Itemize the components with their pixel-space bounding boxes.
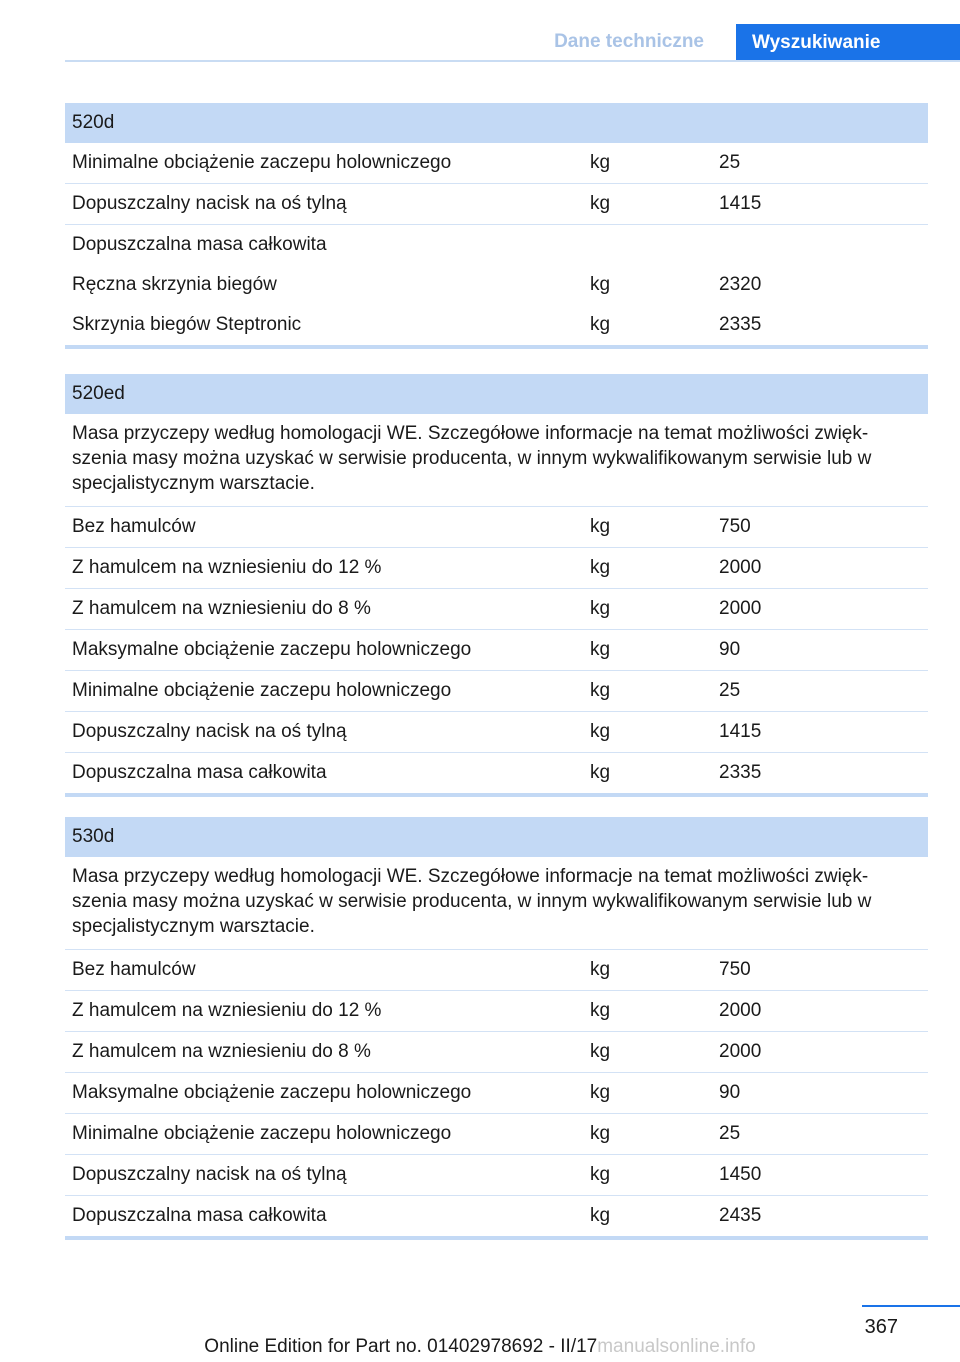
row-value: 2320 — [719, 274, 762, 295]
table-footer-bar — [65, 345, 928, 349]
row-value: 1415 — [719, 193, 762, 214]
table-title: 530d — [65, 817, 928, 857]
row-unit: kg — [590, 1041, 611, 1062]
row-label: Z hamulcem na wzniesieniu do 12 % — [72, 1000, 382, 1021]
row-value: 2335 — [719, 314, 762, 335]
edition-text: Online Edition for Part no. 01402978692 - II/17 — [204, 1336, 598, 1357]
table-footer-bar — [65, 793, 928, 797]
tab-dane-techniczne[interactable]: Dane techniczne — [554, 31, 704, 52]
row-unit: kg — [590, 1123, 611, 1144]
row-unit: kg — [590, 1164, 611, 1185]
row-label: Minimalne obciążenie zaczepu holowniczego — [72, 1123, 452, 1144]
row-value: 1450 — [719, 1164, 762, 1185]
row-unit: kg — [590, 721, 611, 742]
row-value: 2435 — [719, 1205, 762, 1226]
table-row — [65, 630, 928, 671]
table-row — [65, 991, 928, 1032]
tab-wyszukiwanie[interactable]: Wyszukiwanie — [736, 24, 960, 62]
table-title: 520d — [65, 103, 928, 143]
row-value: 750 — [719, 959, 751, 980]
table-title: 520ed — [65, 374, 928, 414]
row-unit: kg — [590, 680, 611, 701]
row-value: 25 — [719, 1123, 741, 1144]
table-row — [65, 225, 928, 265]
table-note: Masa przyczepy według homologacji WE. Szczegółowe informacje na temat możliwości zwiększenia masy można uzyskać w serwisie producenta, w innym wykwalifikowanym serwisie lub w specjalistycznym warsztacie. — [65, 414, 928, 507]
row-value: 2000 — [719, 1000, 762, 1021]
row-unit: kg — [590, 959, 611, 980]
table-row — [65, 507, 928, 548]
row-value: 2000 — [719, 1041, 762, 1062]
row-label: Bez hamulców — [72, 516, 196, 537]
row-value: 25 — [719, 680, 741, 701]
table-row — [65, 1196, 928, 1236]
row-value: 90 — [719, 639, 741, 660]
spec-table-520d — [65, 103, 928, 349]
row-label: Minimalne obciążenie zaczepu holowniczego — [72, 680, 452, 701]
row-label: Minimalne obciążenie zaczepu holowniczego — [72, 152, 452, 173]
table-row — [65, 548, 928, 589]
row-unit: kg — [590, 1000, 611, 1021]
row-unit: kg — [590, 762, 611, 783]
table-row — [65, 1155, 928, 1196]
table-row — [65, 305, 928, 345]
row-label: Dopuszczalny nacisk na oś tylną — [72, 721, 347, 742]
row-label: Dopuszczalna masa całkowita — [72, 234, 327, 255]
row-label: Dopuszczalny nacisk na oś tylną — [72, 193, 347, 214]
table-row — [65, 1032, 928, 1073]
row-unit: kg — [590, 1082, 611, 1103]
table-row — [65, 589, 928, 630]
row-unit: kg — [590, 314, 611, 335]
row-unit: kg — [590, 1205, 611, 1226]
row-label: Z hamulcem na wzniesieniu do 12 % — [72, 557, 382, 578]
table-row — [65, 265, 928, 305]
table-row — [65, 143, 928, 184]
spec-table-520ed — [65, 374, 928, 797]
row-label: Dopuszczalny nacisk na oś tylną — [72, 1164, 347, 1185]
row-value: 2335 — [719, 762, 762, 783]
row-value: 750 — [719, 516, 751, 537]
row-unit: kg — [590, 193, 611, 214]
row-label: Ręczna skrzynia biegów — [72, 274, 277, 295]
row-label: Z hamulcem na wzniesieniu do 8 % — [72, 1041, 371, 1062]
page-number-rule — [862, 1305, 960, 1307]
row-unit: kg — [590, 557, 611, 578]
row-value: 90 — [719, 1082, 741, 1103]
row-value: 1415 — [719, 721, 762, 742]
header-divider — [65, 60, 960, 62]
edition-footer — [0, 1336, 960, 1358]
table-row — [65, 712, 928, 753]
watermark-text: manualsonline.info — [597, 1336, 756, 1357]
row-value: 2000 — [719, 598, 762, 619]
spec-table-530d — [65, 817, 928, 1240]
row-label: Dopuszczalna masa całkowita — [72, 762, 327, 783]
row-label: Bez hamulców — [72, 959, 196, 980]
row-label: Z hamulcem na wzniesieniu do 8 % — [72, 598, 371, 619]
table-row — [65, 671, 928, 712]
table-row — [65, 184, 928, 225]
page-number: 367 — [864, 1316, 898, 1338]
row-unit: kg — [590, 152, 611, 173]
row-unit: kg — [590, 598, 611, 619]
row-label: Dopuszczalna masa całkowita — [72, 1205, 327, 1226]
row-value: 25 — [719, 152, 741, 173]
table-note: Masa przyczepy według homologacji WE. Szczegółowe informacje na temat możliwości zwiększenia masy można uzyskać w serwisie producenta, w innym wykwalifikowanym serwisie lub w specjalistycznym warsztacie. — [65, 857, 928, 950]
page-header — [65, 24, 960, 62]
table-row — [65, 1114, 928, 1155]
row-unit: kg — [590, 274, 611, 295]
table-row — [65, 1073, 928, 1114]
table-row — [65, 950, 928, 991]
table-row — [65, 753, 928, 793]
row-label: Maksymalne obciążenie zaczepu holowniczego — [72, 1082, 472, 1103]
row-value: 2000 — [719, 557, 762, 578]
row-unit: kg — [590, 516, 611, 537]
table-footer-bar — [65, 1236, 928, 1240]
row-label: Maksymalne obciążenie zaczepu holowniczego — [72, 639, 472, 660]
row-unit: kg — [590, 639, 611, 660]
row-label: Skrzynia biegów Steptronic — [72, 314, 302, 335]
